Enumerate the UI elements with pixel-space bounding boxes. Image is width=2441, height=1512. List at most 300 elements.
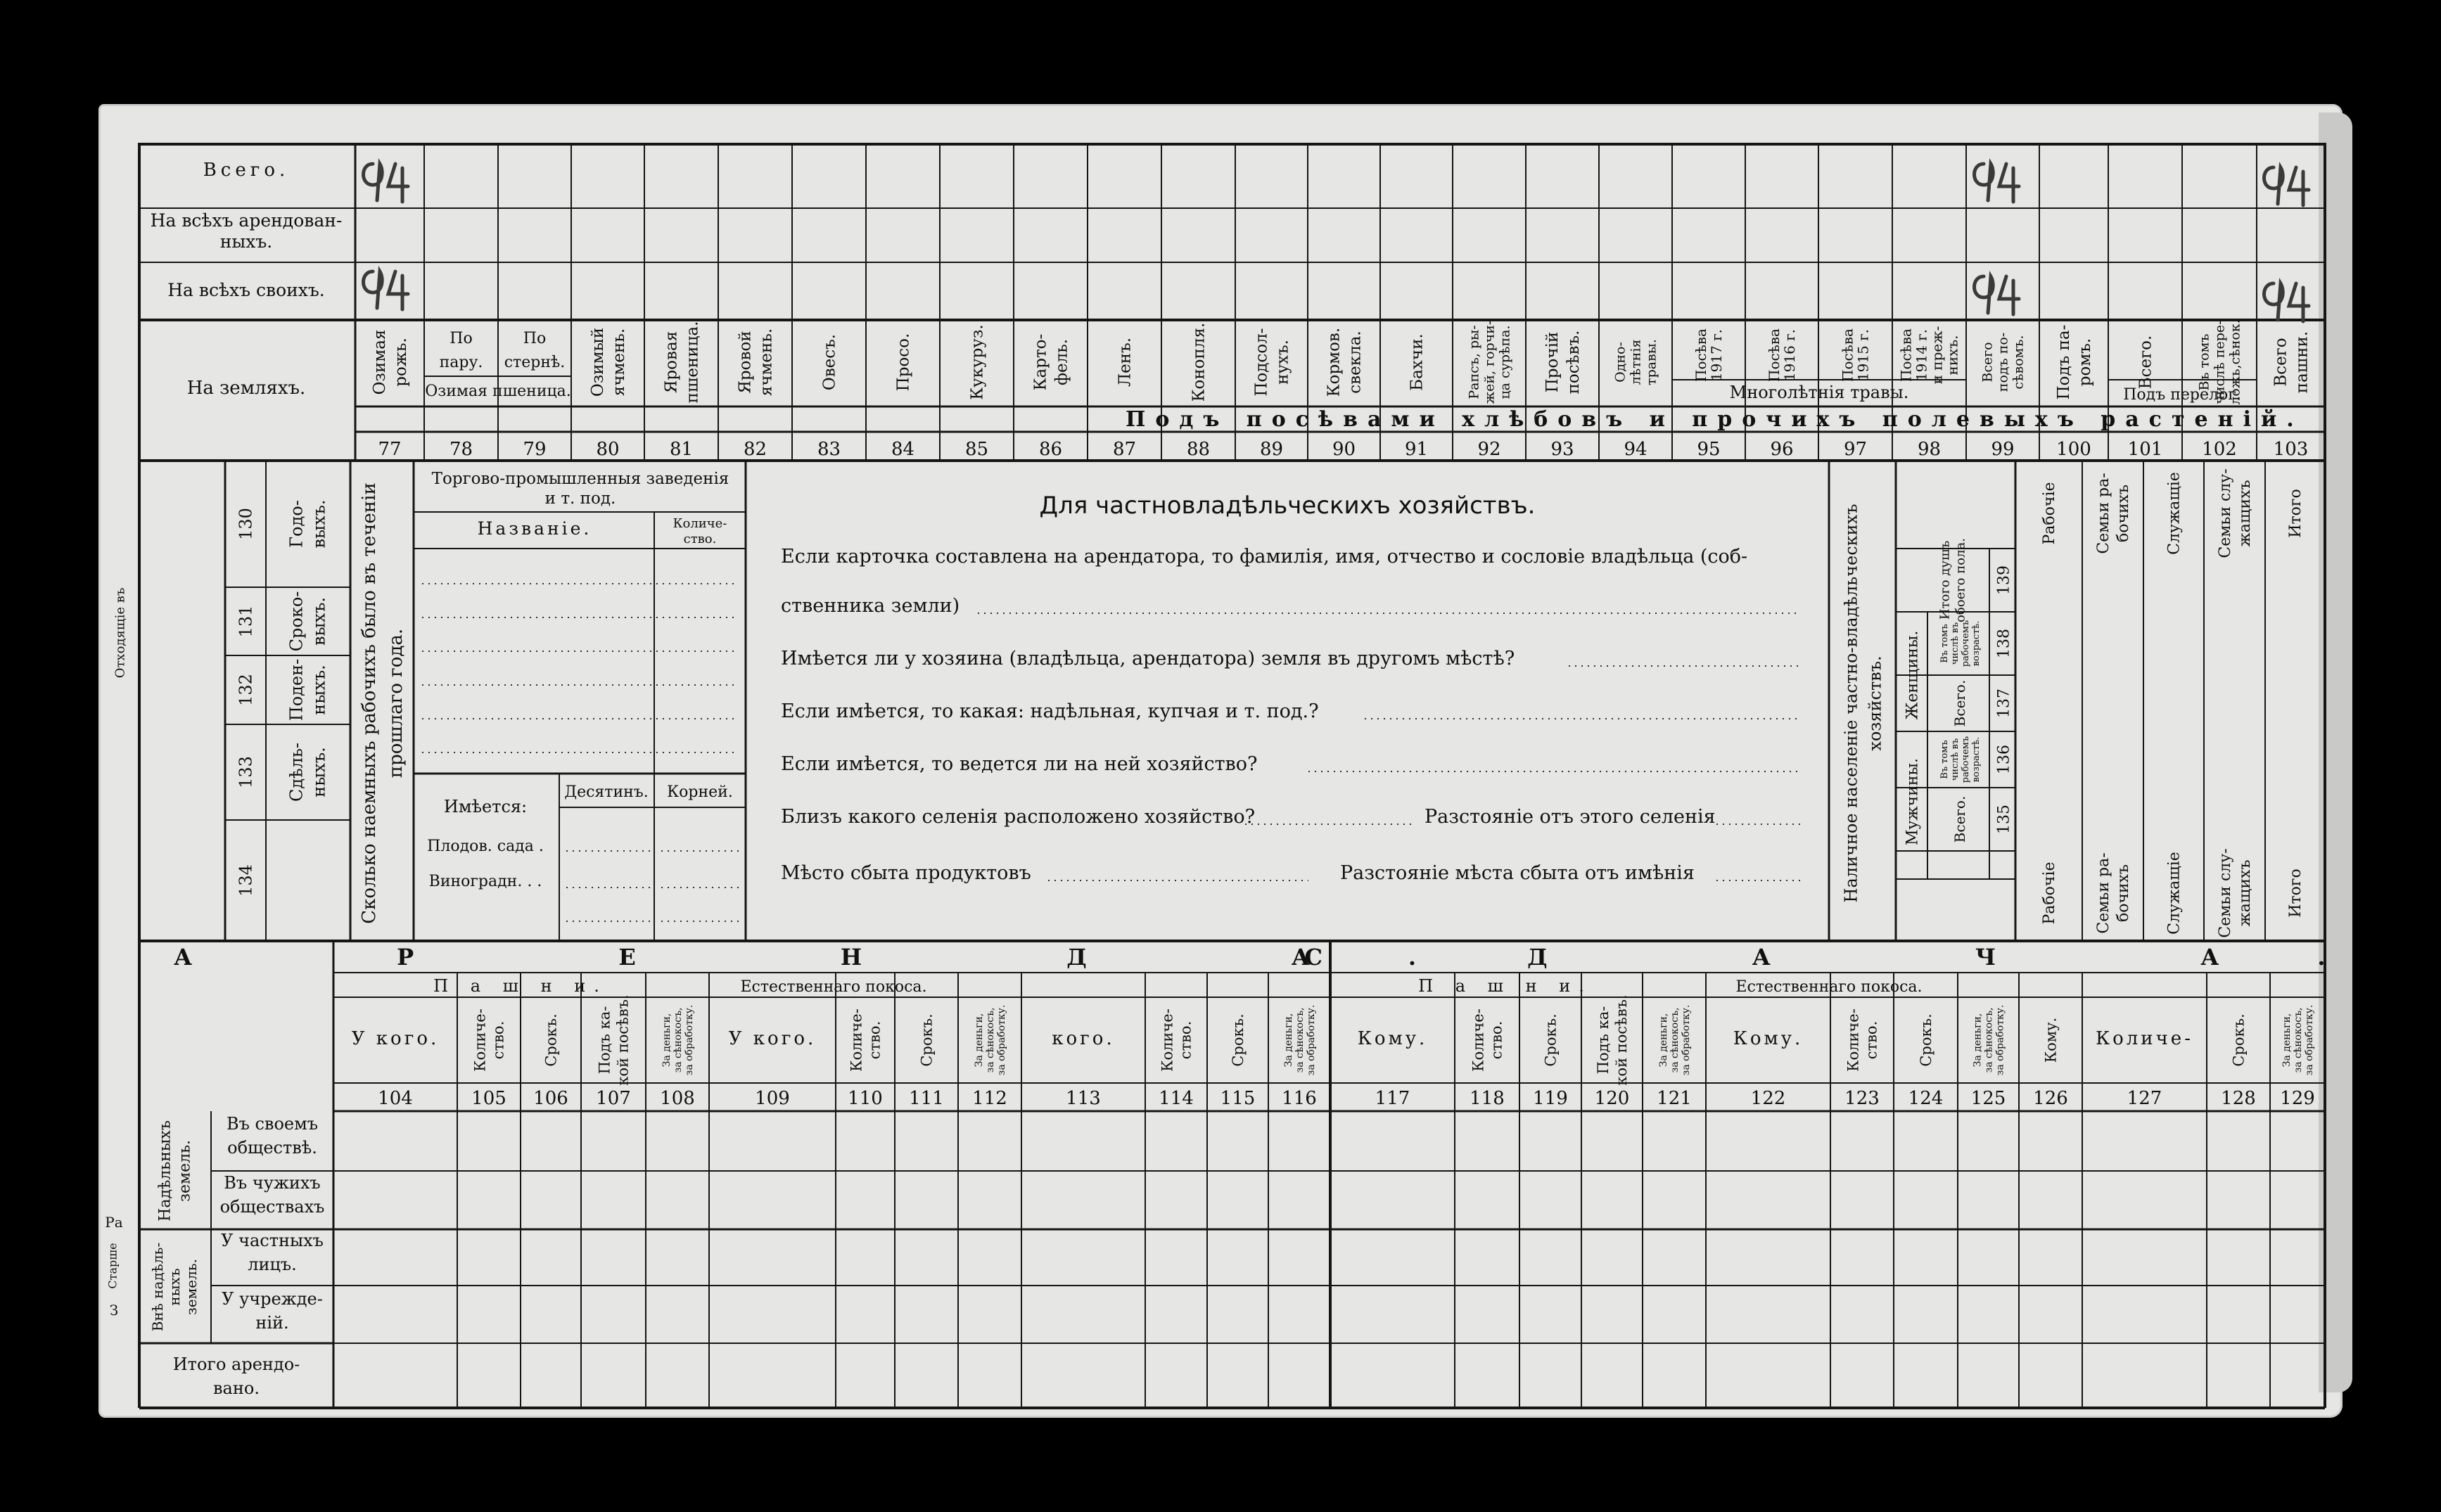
crop-header xyxy=(1325,328,1365,397)
handwritten-stroke xyxy=(2264,167,2283,204)
crop-header: 1915 г. xyxy=(1854,328,1872,382)
crop-header xyxy=(1840,328,1872,382)
crop-header: Яровая xyxy=(662,331,681,394)
lease-column-header: за сѣнокосъ, xyxy=(1669,1007,1681,1073)
staff-column-header: бочихъ xyxy=(2115,484,2133,543)
lease-column-header xyxy=(1918,1013,1935,1066)
pokos-header: Естественнаго покоса. xyxy=(1735,978,1923,996)
staff-column-footer xyxy=(2217,848,2254,937)
lease-column-header: Количе- xyxy=(848,1008,865,1072)
staff-column-footer xyxy=(2287,869,2305,917)
staff-column-footer: Семьи слу- xyxy=(2217,848,2235,938)
staff-column-footer: Рабочiе xyxy=(2041,861,2059,925)
row-label-own: На всѣхъ своихъ. xyxy=(167,280,325,300)
staff-column-header xyxy=(2041,482,2058,544)
crop-header: Посѣва xyxy=(1897,328,1915,382)
lease-column-number: 104 xyxy=(378,1088,413,1109)
private-title: Для частновладѣльческихъ хозяйствъ. xyxy=(1039,492,1536,520)
trade-title: и т. под. xyxy=(544,489,616,508)
lease-column-number: 111 xyxy=(909,1088,944,1109)
lease-column-number: 116 xyxy=(1282,1088,1317,1109)
lease-column-header: за сѣнокосъ, xyxy=(672,1007,684,1073)
row-group-label: земель. xyxy=(183,1258,200,1316)
lease-column-header xyxy=(542,1013,559,1066)
crop-header: Всего. xyxy=(2136,335,2155,390)
handwritten-stroke xyxy=(364,164,383,200)
worker-column-label xyxy=(286,659,329,721)
arenda-banner: А Р Е Н Д А. xyxy=(173,944,1515,970)
lease-column-header: ство. xyxy=(1863,1020,1880,1060)
margin-mark: Старше xyxy=(106,1243,120,1289)
handwritten-stroke xyxy=(1999,276,2019,314)
crop-header: Озимая xyxy=(371,329,390,395)
trade-qty-header: ство. xyxy=(683,532,717,546)
lease-column-header: за обработку. xyxy=(995,1004,1007,1076)
population-total-label xyxy=(1937,538,1968,622)
column-number: 89 xyxy=(1259,439,1284,460)
lease-column-header xyxy=(1844,1008,1880,1072)
population-number: 135 xyxy=(1995,805,2013,834)
column-number: 96 xyxy=(1770,439,1794,460)
worker-column-label xyxy=(286,591,329,652)
row-label: обществахъ xyxy=(219,1197,325,1217)
staff-column-header xyxy=(2287,489,2305,537)
crop-header: По xyxy=(523,330,547,347)
orchard-korney: Корней. xyxy=(667,783,733,801)
staff-column-footer: бочихъ xyxy=(2115,864,2133,923)
lease-column-header xyxy=(661,1005,695,1076)
crop-header xyxy=(1408,333,1427,390)
population-caption: Наличное населенiе частно-владѣльческихъ xyxy=(1841,504,1861,903)
staff-column-header: жащихъ xyxy=(2236,480,2255,547)
staff-column-header xyxy=(2217,468,2254,558)
trade-name-header: Названiе. xyxy=(477,518,592,539)
column-number: 88 xyxy=(1186,439,1211,460)
crop-header: посѣвъ. xyxy=(1564,330,1583,395)
population-working-age: рабочемъ xyxy=(1961,620,1972,667)
lease-column-header: За деньги, xyxy=(661,1013,673,1068)
population-caption: хозяйствъ. xyxy=(1865,655,1885,751)
lease-column-header: за обработку. xyxy=(683,1004,695,1076)
crop-header xyxy=(1190,323,1209,402)
crop-header xyxy=(737,328,776,396)
total-row-label: вано. xyxy=(213,1378,260,1398)
private-question: Разстоянiе мѣста сбыта отъ имѣнiя xyxy=(1340,862,1695,884)
lease-column-header: Кому. xyxy=(2042,1017,2060,1063)
column-number: 83 xyxy=(817,439,841,460)
worker-column-number: 131 xyxy=(236,605,256,638)
crop-header: фель. xyxy=(1052,338,1071,386)
crop-header xyxy=(1116,338,1135,387)
handwritten-stroke xyxy=(2289,283,2309,321)
row-group-label: Внѣ надѣль- xyxy=(149,1242,166,1332)
lease-column-header: Срокъ. xyxy=(2230,1013,2248,1067)
population-men xyxy=(1904,758,1922,845)
private-question: Если карточка составлена на арендатора, то фамилiя, имя, отчество и сословiе владѣльца (соб- xyxy=(781,546,1748,568)
crop-header: пшеница. xyxy=(683,321,702,404)
lease-column-header: за обработку. xyxy=(2303,1004,2315,1076)
staff-column-footer xyxy=(2095,852,2132,933)
crop-header: Рапсъ, ры- xyxy=(1466,325,1482,399)
crop-header: жей, горчи- xyxy=(1481,320,1498,404)
population-number: 138 xyxy=(1995,629,2013,658)
column-number: 94 xyxy=(1624,439,1647,460)
lease-column-header: Срокъ. xyxy=(542,1013,560,1067)
crop-header xyxy=(1032,334,1071,391)
private-question: Имѣется ли у хозяина (владѣльца, арендатора) земля въ другомъ мѣстѣ? xyxy=(781,648,1515,669)
crop-header: ячмень. xyxy=(757,328,776,397)
population-working-age: Въ томъ xyxy=(1939,740,1951,779)
orchard-desyatin: Десятинъ. xyxy=(564,783,649,801)
worker-column-number xyxy=(236,674,255,706)
lease-column-header xyxy=(918,1013,935,1066)
lease-column-header: Подъ ка- xyxy=(1594,1006,1612,1075)
crop-header xyxy=(1980,333,2027,392)
private-question: Близъ какого селенiя расположено хозяйство? xyxy=(781,806,1256,828)
crop-header: Посѣва xyxy=(1766,328,1783,382)
row-label-lands: На земляхъ. xyxy=(186,378,306,399)
lease-column-number: 114 xyxy=(1159,1088,1194,1109)
lease-column-header: Срокъ. xyxy=(1229,1013,1247,1067)
lease-column-number: 125 xyxy=(1970,1088,2006,1109)
column-number: 103 xyxy=(2273,439,2309,460)
crop-header: По xyxy=(450,330,473,347)
crop-header: Одно- xyxy=(1612,342,1629,383)
lease-column-number: 108 xyxy=(660,1088,695,1109)
lease-column-number: 128 xyxy=(2221,1088,2256,1109)
private-question: Разстоянiе отъ этого селенiя xyxy=(1425,806,1716,828)
worker-column-number xyxy=(236,864,255,897)
crop-header: Яровой xyxy=(736,331,755,394)
lease-column-header: За деньги, xyxy=(973,1013,985,1068)
trade-title: Торгово-промышленныя заведенiя xyxy=(431,470,729,488)
handwritten-mark xyxy=(1975,276,2020,314)
column-number: 84 xyxy=(891,439,915,460)
lease-column-header xyxy=(1470,1008,1505,1072)
row-label: обществѣ. xyxy=(227,1138,317,1158)
lease-column-header: Кому. xyxy=(1357,1028,1428,1049)
lease-column-header: Срокъ. xyxy=(918,1013,936,1067)
crop-header: Просо. xyxy=(894,333,913,392)
crop-header: лѣтнiя xyxy=(1628,339,1644,385)
lease-column-header: ство. xyxy=(866,1020,884,1060)
lease-column-number: 113 xyxy=(1066,1088,1101,1109)
lease-column-header: ство. xyxy=(1177,1020,1194,1060)
column-number: 81 xyxy=(669,439,694,460)
worker-column-label: ныхъ. xyxy=(309,665,329,715)
crop-header xyxy=(1693,328,1725,382)
population-number xyxy=(1996,688,2013,718)
population-working-age xyxy=(1939,736,1982,783)
worker-column-label: Поден- xyxy=(286,658,307,722)
pashni-header: П а ш н и. xyxy=(1418,976,1593,996)
margin-mark: З xyxy=(109,1302,119,1319)
crop-header: пашни. xyxy=(2293,331,2312,394)
lease-column-number: 124 xyxy=(1908,1088,1944,1109)
crop-header xyxy=(2272,331,2312,393)
crop-header: Кукуруз. xyxy=(968,324,987,400)
lease-column-header: Количе- xyxy=(1844,1008,1862,1072)
orchard-label: Имѣется: xyxy=(443,797,528,816)
private-question: Мѣсто сбыта продуктовъ xyxy=(781,862,1031,884)
lease-column-header: За деньги, xyxy=(1972,1013,1984,1068)
crop-header: нихъ. xyxy=(1944,335,1961,376)
lease-column-header: за обработку. xyxy=(1305,1004,1317,1076)
crop-header: Всего xyxy=(1980,342,1996,383)
population-number xyxy=(1996,805,2013,834)
crop-header: свекла. xyxy=(1346,331,1365,394)
crop-header xyxy=(1898,326,1961,385)
crop-header: Посѣва xyxy=(1693,328,1709,382)
private-question: ственника земли) xyxy=(781,595,960,617)
population-working-age xyxy=(1939,620,1982,667)
staff-column-header xyxy=(2166,472,2184,555)
lease-column-header: У кого. xyxy=(728,1028,817,1049)
population-number xyxy=(1996,629,2013,658)
crop-header: сѣвомъ. xyxy=(2010,335,2027,390)
crop-header: ромъ. xyxy=(2076,338,2095,387)
row-label: лицъ. xyxy=(248,1255,297,1274)
sdacha-banner: С Д А Ч А. xyxy=(1304,944,2424,970)
lease-column-header: ство. xyxy=(1488,1020,1505,1060)
population-working-age: возрастѣ. xyxy=(1971,736,1982,783)
lease-column-number: 127 xyxy=(2127,1088,2162,1109)
population-total-label: Итого душъ xyxy=(1937,540,1953,620)
lease-column-number: 109 xyxy=(755,1088,790,1109)
crop-header: 1916 г. xyxy=(1781,328,1798,382)
private-question: Если имѣется, то ведется ли на ней хозяйство? xyxy=(781,753,1258,775)
crop-header: Конопля. xyxy=(1190,322,1209,402)
crop-header xyxy=(371,330,410,395)
crop-header: ячмень. xyxy=(610,328,629,397)
row-label: У учрежде- xyxy=(222,1289,323,1309)
crop-header: Прочiй xyxy=(1543,331,1562,393)
worker-column-number xyxy=(236,508,255,540)
crop-header: Всего xyxy=(2271,338,2290,387)
population-vsego: Всего. xyxy=(1951,679,1968,727)
population-number xyxy=(1996,565,2013,595)
lease-column-header: кого. xyxy=(1052,1028,1115,1049)
crop-header: рожь. xyxy=(392,338,411,387)
crop-header xyxy=(1543,331,1583,395)
section-banner: Подъ посѣвами хлѣбовъ и прочихъ полевыхъ растенiй. xyxy=(1126,407,2304,432)
column-number: 92 xyxy=(1477,439,1501,460)
lease-column-number: 105 xyxy=(471,1088,506,1109)
population-total-label: обоего пола. xyxy=(1953,538,1968,622)
population-number: 136 xyxy=(1995,745,2013,774)
population-number: 137 xyxy=(1995,688,2013,718)
worker-column-label: ныхъ. xyxy=(309,747,329,797)
column-number: 77 xyxy=(378,439,402,460)
lease-column-number: 120 xyxy=(1594,1088,1630,1109)
staff-column-footer: жащихъ xyxy=(2236,859,2255,927)
handwritten-stroke xyxy=(2289,167,2309,205)
staff-column-header: Семьи ра- xyxy=(2095,473,2113,554)
lease-column-number: 107 xyxy=(596,1088,631,1109)
crop-header: стернѣ. xyxy=(504,354,566,371)
column-number: 82 xyxy=(743,439,767,460)
lease-column-number: 123 xyxy=(1844,1088,1880,1109)
crop-header: Ленъ. xyxy=(1116,337,1135,387)
lease-column-header: Подъ ка- xyxy=(596,1006,613,1075)
population-caption xyxy=(1841,504,1885,903)
population-working-age: числѣ въ xyxy=(1950,622,1961,665)
vineyard-label: Виноградн. . . xyxy=(428,873,542,890)
worker-column-label xyxy=(286,499,329,548)
lease-column-header: кой посѣвъ. xyxy=(1612,994,1630,1086)
crop-header: Въ томъ xyxy=(2196,333,2212,391)
crop-header xyxy=(895,333,913,392)
row-label: Въ своемъ xyxy=(226,1114,319,1134)
worker-column-label xyxy=(286,743,329,802)
lease-column-header: Количе- xyxy=(1159,1008,1176,1072)
handwritten-mark xyxy=(1975,164,2020,202)
column-number: 100 xyxy=(2056,439,2091,460)
lease-column-header xyxy=(471,1008,506,1072)
crop-header: 1917 г. xyxy=(1708,328,1725,382)
lease-column-number: 119 xyxy=(1533,1088,1568,1109)
lease-column-header: За деньги, xyxy=(1657,1013,1669,1068)
crop-header: Кормов. xyxy=(1325,327,1344,397)
handwritten-stroke xyxy=(388,164,408,202)
crop-header: Посѣва xyxy=(1839,328,1856,382)
sub-header: Подъ перелог. xyxy=(2123,386,2241,404)
column-number: 95 xyxy=(1697,439,1721,460)
crop-header xyxy=(1253,328,1292,396)
column-number: 101 xyxy=(2127,439,2163,460)
margin-mark xyxy=(106,1243,120,1288)
lease-column-header xyxy=(1972,1005,2006,1076)
row-label: нiй. xyxy=(255,1313,289,1333)
lease-column-header xyxy=(1658,1005,1692,1076)
crop-header: Подсол- xyxy=(1252,328,1271,397)
crop-header: Озимый xyxy=(589,327,608,397)
crop-header xyxy=(1467,321,1513,404)
lease-column-header: за сѣнокосъ, xyxy=(2292,1007,2304,1073)
worker-column-number: 130 xyxy=(236,508,256,540)
staff-column-header xyxy=(2095,473,2132,553)
population-men: Мужчины. xyxy=(1904,757,1922,846)
column-number: 97 xyxy=(1843,439,1868,460)
lease-column-header: за обработку. xyxy=(1680,1004,1692,1076)
row-group-label xyxy=(157,1120,194,1222)
lease-column-header xyxy=(974,1005,1007,1076)
row-group-label: ныхъ xyxy=(166,1268,183,1306)
sub-header: Озимая пшеница. xyxy=(425,383,571,400)
lease-column-header xyxy=(1230,1013,1247,1066)
column-number: 90 xyxy=(1332,439,1356,460)
lease-column-header: Количе- xyxy=(2096,1028,2193,1049)
lease-column-header: за сѣнокосъ, xyxy=(1294,1007,1306,1073)
trade-qty-header: Количе- xyxy=(673,516,727,531)
crop-header: пару. xyxy=(439,354,483,371)
population-women: Женщины. xyxy=(1904,630,1922,720)
lease-column-number: 121 xyxy=(1657,1088,1692,1109)
worker-column-label: выхъ. xyxy=(309,596,329,646)
worker-column-number xyxy=(236,756,255,788)
population-number xyxy=(1996,745,2013,774)
staff-column-footer xyxy=(2166,852,2184,935)
crop-header: 1914 г. xyxy=(1913,328,1930,382)
lease-column-number: 110 xyxy=(848,1088,883,1109)
column-number: 102 xyxy=(2202,439,2237,460)
lease-column-header xyxy=(2281,1005,2315,1076)
row-label-total: Всего. xyxy=(203,160,290,181)
lease-column-number: 129 xyxy=(2280,1088,2315,1109)
row-group-label xyxy=(149,1243,200,1331)
row-group-label: Надѣльныхъ xyxy=(156,1120,174,1222)
worker-column-label: Годо- xyxy=(286,500,307,548)
worker-column-number xyxy=(236,606,255,638)
crop-header xyxy=(1766,328,1798,382)
crop-header xyxy=(2137,335,2155,390)
lease-column-header: ство. xyxy=(490,1020,507,1060)
column-number: 91 xyxy=(1404,439,1429,460)
staff-column-footer xyxy=(2041,861,2058,924)
lease-column-number: 118 xyxy=(1470,1088,1505,1109)
population-vsego: Всего. xyxy=(1951,795,1968,843)
lease-column-number: 112 xyxy=(972,1088,1007,1109)
column-number: 86 xyxy=(1038,439,1063,460)
lease-column-header: Срокъ. xyxy=(1917,1013,1935,1067)
staff-column-header: Итого xyxy=(2287,489,2305,538)
lease-column-header xyxy=(848,1008,883,1072)
column-number: 79 xyxy=(523,439,547,460)
sub-header: Многолѣтнiя травы. xyxy=(1729,383,1909,402)
lease-column-header: Количе- xyxy=(471,1008,489,1072)
handwritten-stroke xyxy=(1975,164,1994,200)
crop-header xyxy=(589,328,628,397)
worker-column-number: 134 xyxy=(236,864,256,897)
hired-workers-caption: прошлаго года. xyxy=(385,628,407,779)
margin-mark: Ра xyxy=(105,1214,123,1231)
crop-header: ложь,сѣнок. xyxy=(2227,319,2243,405)
lease-column-header: Кому. xyxy=(1733,1028,1804,1049)
column-number: 99 xyxy=(1991,439,2015,460)
lease-column-header: У кого. xyxy=(351,1028,440,1049)
crop-header: подъ по- xyxy=(1995,332,2011,392)
orchard-label: Плодов. сада . xyxy=(427,838,544,855)
staff-column-header: Семьи слу- xyxy=(2217,468,2235,558)
column-number: 87 xyxy=(1112,439,1137,460)
column-number: 93 xyxy=(1550,439,1574,460)
worker-column-label: Сроко- xyxy=(286,591,307,652)
row-label: Въ чужихъ xyxy=(224,1173,321,1193)
hired-workers-caption: Сколько наемныхъ рабочихъ было въ теченiи xyxy=(359,482,381,924)
handwritten-stroke xyxy=(1999,164,2019,202)
lease-column-header xyxy=(1595,994,1630,1085)
handwritten-stroke xyxy=(364,271,383,308)
lease-column-header: Срокъ. xyxy=(1542,1013,1560,1067)
population-working-age: Въ томъ xyxy=(1939,624,1951,663)
column-number: 85 xyxy=(964,439,989,460)
population-working-age: возрастѣ. xyxy=(1971,620,1982,667)
lease-column-number: 106 xyxy=(533,1088,568,1109)
lease-column-header xyxy=(596,994,631,1085)
lease-column-header xyxy=(1159,1008,1194,1072)
crop-header xyxy=(2055,325,2094,400)
handwritten-stroke xyxy=(1975,276,1994,313)
crop-header: Овесъ. xyxy=(820,333,839,391)
private-question: Если имѣется, то какая: надѣльная, купчая и т. под.? xyxy=(781,700,1319,722)
lease-column-header xyxy=(2042,1018,2059,1063)
handwritten-mark xyxy=(2264,167,2309,205)
row-label-rented: На всѣхъ арендован- xyxy=(150,210,343,231)
staff-column-footer: Семьи ра- xyxy=(2095,852,2113,934)
staff-column-header: Рабочiе xyxy=(2041,482,2059,545)
lease-column-header xyxy=(1542,1013,1559,1066)
crop-header: нухъ. xyxy=(1273,340,1292,385)
